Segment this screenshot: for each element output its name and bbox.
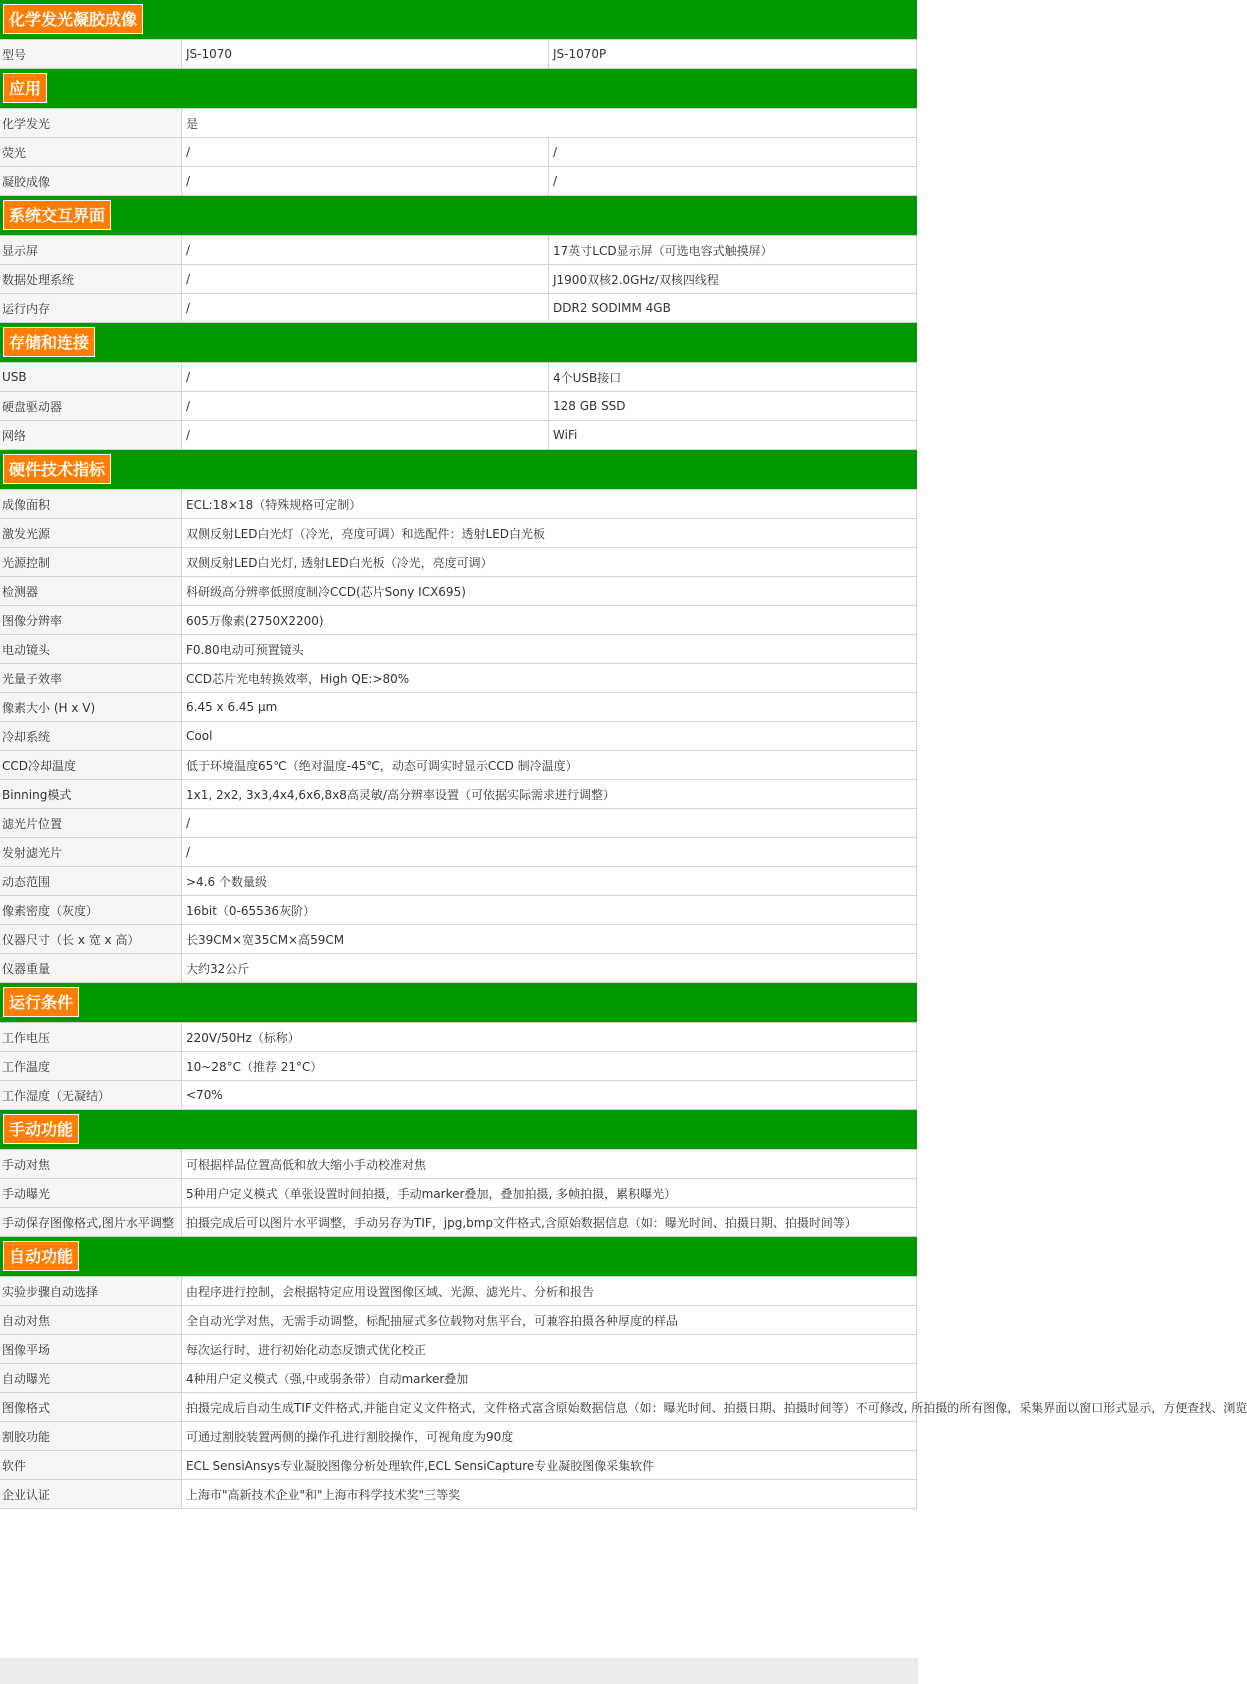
spec-label: 显示屏 xyxy=(0,236,182,264)
section-title: 系统交互界面 xyxy=(3,200,111,230)
section-header xyxy=(0,1237,917,1277)
spec-label: 荧光 xyxy=(0,138,182,166)
spec-value: CCD芯片光电转换效率，High QE:>80% xyxy=(182,664,917,692)
spec-value-model-a: / xyxy=(182,236,549,264)
spec-label: 自动曝光 xyxy=(0,1364,182,1392)
spec-value: 可根据样品位置高低和放大缩小手动校准对焦 xyxy=(182,1150,917,1178)
spec-value: 双侧反射LED白光灯, 透射LED白光板（冷光，亮度可调） xyxy=(182,548,917,576)
spec-label: 工作温度 xyxy=(0,1052,182,1080)
spec-row xyxy=(0,1081,917,1110)
section-title: 自动功能 xyxy=(3,1241,79,1271)
section-title: 运行条件 xyxy=(3,987,79,1017)
spec-value-model-a: / xyxy=(182,363,549,391)
spec-row xyxy=(0,1023,917,1052)
spec-label: 企业认证 xyxy=(0,1480,182,1508)
spec-value: 是 xyxy=(182,109,917,137)
spec-value: / xyxy=(182,809,917,837)
spec-row xyxy=(0,838,917,867)
spec-row xyxy=(0,925,917,954)
spec-value: ECL:18×18（特殊规格可定制） xyxy=(182,490,917,518)
spec-label: 工作电压 xyxy=(0,1023,182,1051)
spec-row xyxy=(0,751,917,780)
spec-value-model-a: / xyxy=(182,294,549,322)
spec-value-model-a: / xyxy=(182,138,549,166)
spec-row xyxy=(0,693,917,722)
spec-value: 拍摄完成后自动生成TIF文件格式,并能自定义文件格式，文件格式富含原始数据信息（如：曝光时间、拍摄日期、拍摄时间等）不可修改, 所拍摄的所有图像，采集界面以窗口形式显示，方便查找、浏览 xyxy=(182,1393,917,1421)
spec-label: 检测器 xyxy=(0,577,182,605)
spec-label: 化学发光 xyxy=(0,109,182,137)
spec-row xyxy=(0,954,917,983)
spec-label: 仪器重量 xyxy=(0,954,182,982)
spec-row xyxy=(0,167,917,196)
spec-label: 像素大小 (H x V) xyxy=(0,693,182,721)
spec-label: 割胶功能 xyxy=(0,1422,182,1450)
spec-label: 图像格式 xyxy=(0,1393,182,1421)
spec-value-model-a: / xyxy=(182,392,549,420)
spec-label: 手动保存图像格式,图片水平调整 xyxy=(0,1208,182,1236)
spec-row xyxy=(0,1306,917,1335)
spec-value: 220V/50Hz（标称） xyxy=(182,1023,917,1051)
spec-value: 1x1, 2x2, 3x3,4x4,6x6,8x8高灵敏/高分辨率设置（可依据实际需求进行调整） xyxy=(182,780,917,808)
section-header xyxy=(0,0,917,40)
spec-label: 冷却系统 xyxy=(0,722,182,750)
spec-label: 软件 xyxy=(0,1451,182,1479)
spec-value: >4.6 个数量级 xyxy=(182,867,917,895)
section-header xyxy=(0,69,917,109)
spec-label: 自动对焦 xyxy=(0,1306,182,1334)
spec-row xyxy=(0,1451,917,1480)
spec-row xyxy=(0,1208,917,1237)
spec-value: 6.45 x 6.45 μm xyxy=(182,693,917,721)
spec-label: Binning模式 xyxy=(0,780,182,808)
spec-value: 4种用户定义模式（强,中或弱条带）自动marker叠加 xyxy=(182,1364,917,1392)
spec-label: 手动曝光 xyxy=(0,1179,182,1207)
section-title: 化学发光凝胶成像 xyxy=(3,4,143,34)
section-title: 应用 xyxy=(3,73,47,103)
spec-value: 上海市"高新技术企业"和"上海市科学技术奖"三等奖 xyxy=(182,1480,917,1508)
spec-row xyxy=(0,40,917,69)
spec-row xyxy=(0,265,917,294)
spec-label: 发射滤光片 xyxy=(0,838,182,866)
spec-row xyxy=(0,1393,1247,1422)
spec-label: 图像平场 xyxy=(0,1335,182,1363)
spec-label: 图像分辨率 xyxy=(0,606,182,634)
spec-label: 工作湿度（无凝结） xyxy=(0,1081,182,1109)
spec-value: 每次运行时，进行初始化动态反馈式优化校正 xyxy=(182,1335,917,1363)
spec-value-model-b: DDR2 SODIMM 4GB xyxy=(549,294,917,322)
spec-value: F0.80电动可预置镜头 xyxy=(182,635,917,663)
spec-value-model-b: 17英寸LCD显示屏（可选电容式触摸屏） xyxy=(549,236,917,264)
spec-value-model-a: JS-1070 xyxy=(182,40,549,68)
section-header xyxy=(0,1110,917,1150)
spec-row xyxy=(0,896,917,925)
section-title: 手动功能 xyxy=(3,1114,79,1144)
spec-row xyxy=(0,867,917,896)
spec-row xyxy=(0,363,917,392)
spec-value: 科研级高分辨率低照度制冷CCD(芯片Sony ICX695) xyxy=(182,577,917,605)
spec-row xyxy=(0,1335,917,1364)
section-title: 存储和连接 xyxy=(3,327,95,357)
spec-row xyxy=(0,1480,917,1509)
section-header xyxy=(0,196,917,236)
spec-value-model-b: JS-1070P xyxy=(549,40,917,68)
spec-label: 实验步骤自动选择 xyxy=(0,1277,182,1305)
spec-value-model-a: / xyxy=(182,265,549,293)
spec-label: 型号 xyxy=(0,40,182,68)
spec-value: 全自动光学对焦，无需手动调整，标配抽屉式多位载物对焦平台，可兼容拍摄各种厚度的样品 xyxy=(182,1306,917,1334)
spec-label: 网络 xyxy=(0,421,182,449)
spec-label: 电动镜头 xyxy=(0,635,182,663)
spec-value-model-b: WiFi xyxy=(549,421,917,449)
spec-row xyxy=(0,780,917,809)
section-header xyxy=(0,450,917,490)
spec-row xyxy=(0,421,917,450)
spec-label: 光量子效率 xyxy=(0,664,182,692)
spec-row xyxy=(0,1179,917,1208)
spec-value: 10~28°C（推荐 21°C） xyxy=(182,1052,917,1080)
spec-value-model-b: 4个USB接口 xyxy=(549,363,917,391)
spec-value: 由程序进行控制，会根据特定应用设置图像区域、光源、滤光片、分析和报告 xyxy=(182,1277,917,1305)
spec-row xyxy=(0,236,917,265)
spec-value-model-a: / xyxy=(182,167,549,195)
section-header xyxy=(0,323,917,363)
spec-value: 低于环境温度65℃（绝对温度-45℃，动态可调实时显示CCD 制冷温度） xyxy=(182,751,917,779)
spec-value: ECL SensiAnsys专业凝胶图像分析处理软件,ECL SensiCapture专业凝胶图像采集软件 xyxy=(182,1451,917,1479)
spec-row xyxy=(0,722,917,751)
spec-label: 成像面积 xyxy=(0,490,182,518)
spec-row xyxy=(0,1422,917,1451)
spec-row xyxy=(0,664,917,693)
spec-value: <70% xyxy=(182,1081,917,1109)
spec-label: 运行内存 xyxy=(0,294,182,322)
spec-label: 像素密度（灰度） xyxy=(0,896,182,924)
spec-value: 可通过割胶装置两侧的操作孔进行割胶操作，可视角度为90度 xyxy=(182,1422,917,1450)
spec-label: CCD冷却温度 xyxy=(0,751,182,779)
spec-value: 长39CM×宽35CM×高59CM xyxy=(182,925,917,953)
spec-label: 滤光片位置 xyxy=(0,809,182,837)
spec-row xyxy=(0,1052,917,1081)
spec-row xyxy=(0,519,917,548)
spec-row xyxy=(0,548,917,577)
spec-row xyxy=(0,138,917,167)
spec-value: 5种用户定义模式（单张设置时间拍摄，手动marker叠加，叠加拍摄, 多帧拍摄，累积曝光） xyxy=(182,1179,917,1207)
spec-row xyxy=(0,606,917,635)
spec-row xyxy=(0,392,917,421)
spec-value: / xyxy=(182,838,917,866)
spec-row xyxy=(0,1150,917,1179)
spec-row xyxy=(0,1364,917,1393)
spec-label: USB xyxy=(0,363,182,391)
spec-label: 手动对焦 xyxy=(0,1150,182,1178)
section-header xyxy=(0,983,917,1023)
spec-value: 16bit（0-65536灰阶） xyxy=(182,896,917,924)
spec-value: 拍摄完成后可以图片水平调整，手动另存为TIF，jpg,bmp文件格式,含原始数据信息（如：曝光时间、拍摄日期、拍摄时间等） xyxy=(182,1208,917,1236)
spec-label: 数据处理系统 xyxy=(0,265,182,293)
spec-row xyxy=(0,490,917,519)
spec-label: 激发光源 xyxy=(0,519,182,547)
spec-value: 双侧反射LED白光灯（冷光，亮度可调）和选配件：透射LED白光板 xyxy=(182,519,917,547)
spec-label: 凝胶成像 xyxy=(0,167,182,195)
spec-label: 硬盘驱动器 xyxy=(0,392,182,420)
spec-label: 光源控制 xyxy=(0,548,182,576)
page-footer-band xyxy=(0,1658,918,1684)
spec-row xyxy=(0,635,917,664)
spec-row xyxy=(0,1277,917,1306)
spec-value-model-b: 128 GB SSD xyxy=(549,392,917,420)
section-title: 硬件技术指标 xyxy=(3,454,111,484)
spec-value-model-a: / xyxy=(182,421,549,449)
spec-row xyxy=(0,109,917,138)
spec-label: 仪器尺寸（长 x 宽 x 高） xyxy=(0,925,182,953)
spec-value: 605万像素(2750X2200) xyxy=(182,606,917,634)
spec-label: 动态范围 xyxy=(0,867,182,895)
spec-value: 大约32公斤 xyxy=(182,954,917,982)
spec-row xyxy=(0,577,917,606)
spec-value-model-b: / xyxy=(549,138,917,166)
spec-value: Cool xyxy=(182,722,917,750)
spec-row xyxy=(0,809,917,838)
spec-value-model-b: / xyxy=(549,167,917,195)
spec-row xyxy=(0,294,917,323)
spec-value-model-b: J1900双核2.0GHz/双核四线程 xyxy=(549,265,917,293)
